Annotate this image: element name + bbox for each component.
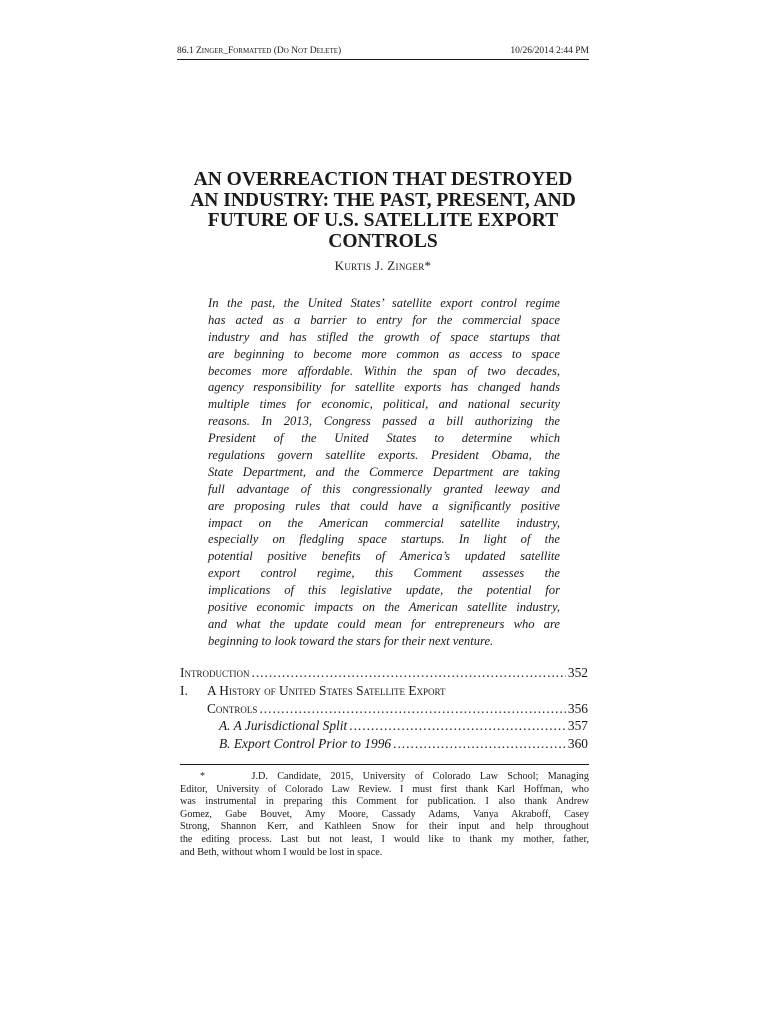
toc-entry-subsection-a[interactable] — [180, 717, 588, 735]
footnote-line: and Beth, without whom I would be lost in space. — [180, 846, 383, 858]
abstract-line: multiple times for economic, political, and national security — [208, 397, 560, 412]
toc-leader-dots — [393, 735, 566, 753]
toc-entry-label: Introduction — [180, 665, 250, 680]
abstract-line: are beginning to become more common as access to space — [208, 346, 560, 361]
abstract-line: implications of this legislative update, the potential for — [208, 583, 560, 598]
title-line: AN INDUSTRY: THE PAST, PRESENT, AND — [190, 189, 576, 211]
footnote-line — [180, 771, 589, 784]
abstract-line: State Department, and the Commerce Department are taking — [208, 464, 560, 479]
abstract-line: becomes more affordable. Within the span of two decades, — [208, 363, 560, 378]
abstract-line: has acted as a barrier to entry for the commercial space — [208, 312, 560, 327]
toc-leader-dots — [259, 700, 565, 718]
title-line: CONTROLS — [328, 230, 438, 252]
footnote-line: Strong, Shannon Kerr, and Kathleen Snow for their input and help throughout — [180, 821, 589, 833]
toc-entry-label: A History of United States Satellite Export — [207, 682, 446, 698]
abstract-line: positive economic impacts on the American satellite industry, — [208, 600, 560, 615]
toc-entry-section-1-cont[interactable] — [180, 700, 588, 718]
abstract-line: potential positive benefits of America’s updated satellite — [208, 549, 560, 564]
toc-page-number: 356 — [567, 700, 588, 716]
table-of-contents — [180, 664, 588, 753]
toc-leader-dots — [349, 717, 566, 735]
footnote-text: J.D. Candidate, 2015, University of Colorado Law School; Managing — [251, 771, 589, 782]
toc-entry-introduction[interactable] — [180, 664, 588, 682]
abstract-line: are proposing rules that could have a significantly positive — [208, 498, 560, 513]
toc-entry-label: Controls — [207, 700, 258, 716]
toc-entry-label: A. A Jurisdictional Split — [219, 718, 348, 734]
footnote-marker: * — [200, 771, 206, 782]
abstract-line: export control regime, this Comment assesses the — [208, 566, 560, 581]
article-title — [177, 170, 589, 252]
footnote-divider — [180, 764, 589, 765]
abstract-line: President of the United States to determine which — [208, 431, 560, 446]
running-header — [177, 46, 589, 60]
toc-entry-subsection-b[interactable] — [180, 735, 588, 753]
title-line: FUTURE OF U.S. SATELLITE EXPORT — [207, 210, 559, 231]
header-timestamp: 10/26/2014 2:44 PM — [510, 46, 589, 56]
abstract-line: regulations govern satellite exports. President Obama, the — [208, 448, 560, 463]
abstract-line: beginning to look toward the stars for their next venture. — [208, 633, 494, 648]
footnote-line: the editing process. Last but not least, I would like to thank my mother, father, — [180, 833, 589, 845]
toc-page-number: 357 — [567, 718, 588, 734]
author-name: Kurtis J. Zinger* — [334, 258, 432, 273]
footnote-line: was instrumental in preparing this Comment for publication. I also thank Andrew — [180, 796, 589, 808]
header-file-label: 86.1 Zinger_Formatted (Do Not Delete) — [177, 46, 342, 56]
abstract — [208, 295, 560, 650]
toc-page-number: 360 — [567, 736, 588, 752]
abstract-line: industry and has stifled the growth of space startups that — [208, 329, 560, 344]
toc-section-number: I. — [180, 682, 188, 698]
abstract-line: In the past, the United States’ satellite export control regime — [208, 296, 560, 310]
title-line: AN OVERREACTION THAT DESTROYED — [193, 169, 573, 190]
abstract-line: reasons. In 2013, Congress passed a bill authorizing the — [208, 414, 560, 429]
footnote — [180, 771, 589, 859]
footnote-line: Editor, University of Colorado Law Review. I must first thank Karl Hoffman, who — [180, 783, 589, 795]
footnote-line: Gomez, Gabe Bouvet, Amy Moore, Cassady Adams, Vanya Akraboff, Casey — [180, 808, 589, 820]
abstract-line: full advantage of this congressionally granted leeway and — [208, 481, 560, 496]
toc-entry-label: B. Export Control Prior to 1996 — [219, 736, 392, 752]
abstract-line: agency responsibility for satellite exports has changed hands — [208, 380, 560, 395]
toc-entry-section-1[interactable] — [180, 682, 588, 700]
abstract-line: and what the update could mean for entrepreneurs who are — [208, 616, 560, 631]
toc-page-number: 352 — [567, 665, 588, 680]
abstract-line: especially on fledgling space startups. In light of the — [208, 532, 560, 547]
abstract-line: impact on the American commercial satellite industry, — [208, 515, 560, 530]
toc-leader-dots — [251, 664, 565, 682]
